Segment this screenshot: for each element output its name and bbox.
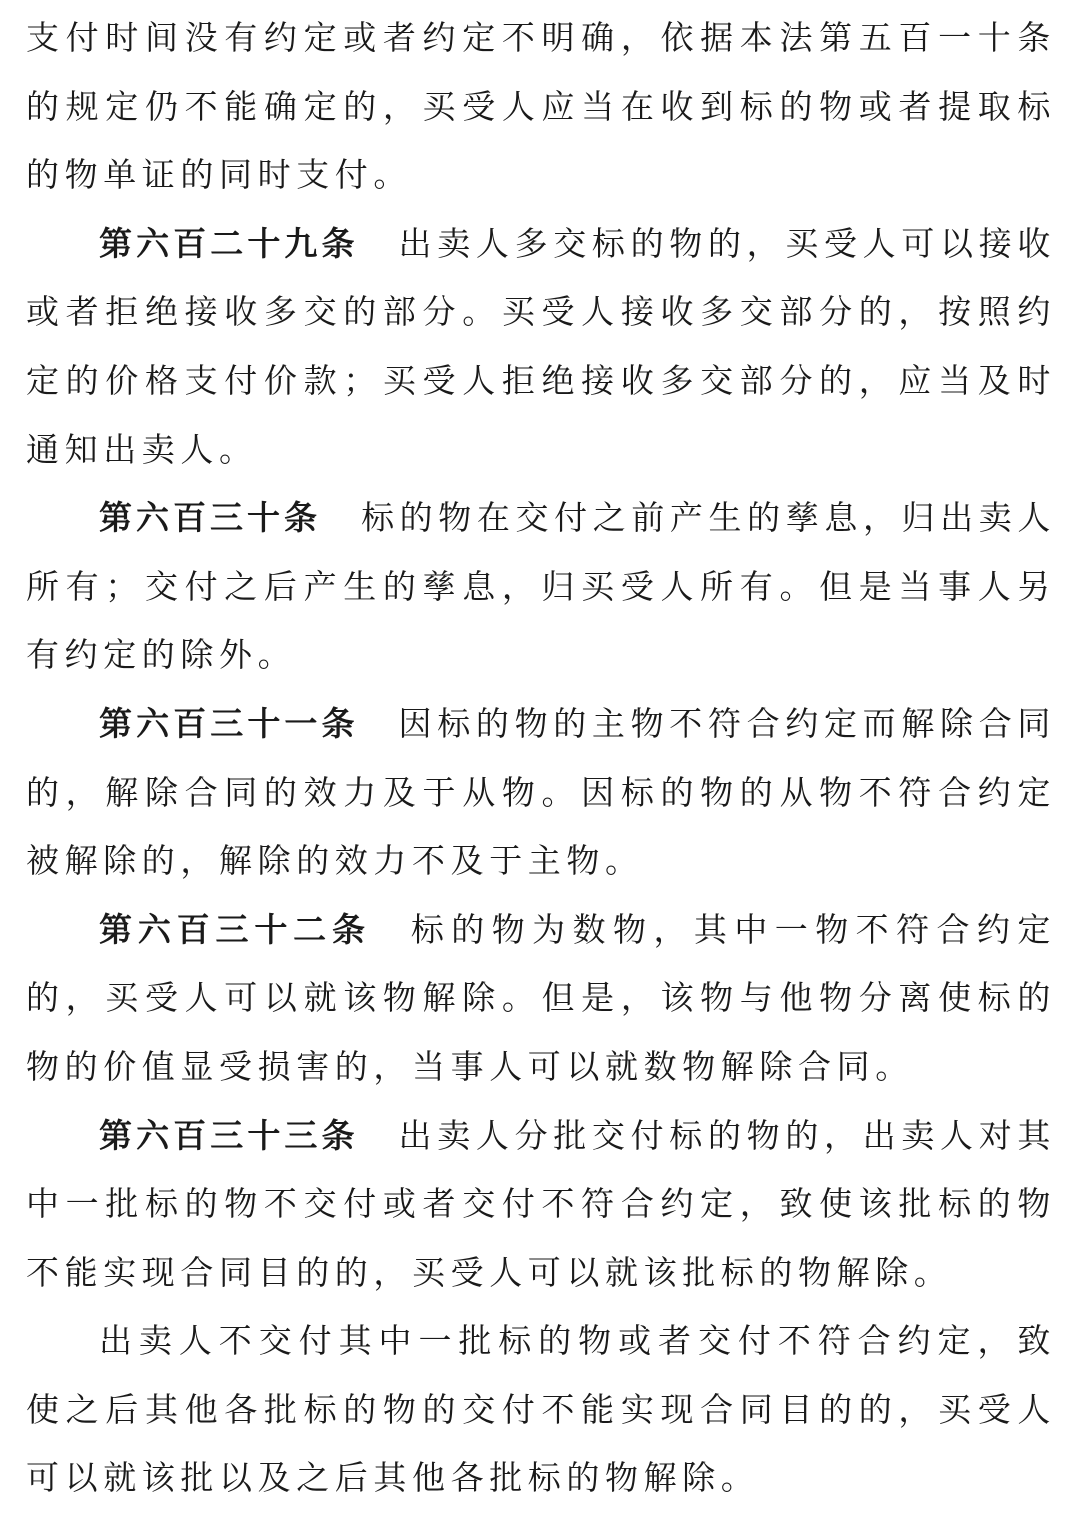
article-631 <box>26 690 1056 896</box>
article-text: 出卖人分批交付标的物的，出卖人对其中一批标的物不交付或者交付不符合约定，致使该批标的物不能实现合同目的的，买受人可以就该批标的物解除。 <box>26 1115 1056 1292</box>
legal-text-page <box>26 4 1056 1513</box>
paragraph-continuation <box>26 4 1056 210</box>
article-629 <box>26 210 1056 484</box>
article-632 <box>26 896 1056 1102</box>
article-number: 第六百二十九条 <box>99 223 359 263</box>
article-630 <box>26 484 1056 690</box>
article-number: 第六百三十条 <box>99 498 322 538</box>
article-633 <box>26 1102 1056 1308</box>
article-text: 出卖人多交标的物的，买受人可以接收或者拒绝接收多交的部分。买受人接收多交部分的，按照约定的价格支付价款；买受人拒绝接收多交部分的，应当及时通知出卖人。 <box>26 223 1056 469</box>
article-number: 第六百三十一条 <box>99 703 359 743</box>
article-number: 第六百三十三条 <box>99 1115 359 1155</box>
paragraph-text: 支付时间没有约定或者约定不明确，依据本法第五百一十条的规定仍不能确定的，买受人应当在收到标的物或者提取标的物单证的同时支付。 <box>26 18 1056 195</box>
article-text: 标的物在交付之前产生的孳息，归出卖人所有；交付之后产生的孳息，归买受人所有。但是当事人另有约定的除外。 <box>26 498 1057 675</box>
article-number: 第六百三十二条 <box>99 909 371 949</box>
article-text: 标的物为数物，其中一物不符合约定的，买受人可以就该物解除。但是，该物与他物分离使标的物的价值显受损害的，当事人可以就数物解除合同。 <box>26 909 1056 1086</box>
article-text: 因标的物的主物不符合约定而解除合同的，解除合同的效力及于从物。因标的物的从物不符合约定被解除的，解除的效力不及于主物。 <box>26 703 1056 881</box>
article-633-paragraph-2 <box>26 1307 1056 1513</box>
paragraph-text: 出卖人不交付其中一批标的物或者交付不符合约定，致使之后其他各批标的物的交付不能实现合同目的的，买受人可以就该批以及之后其他各批标的物解除。 <box>26 1321 1056 1498</box>
